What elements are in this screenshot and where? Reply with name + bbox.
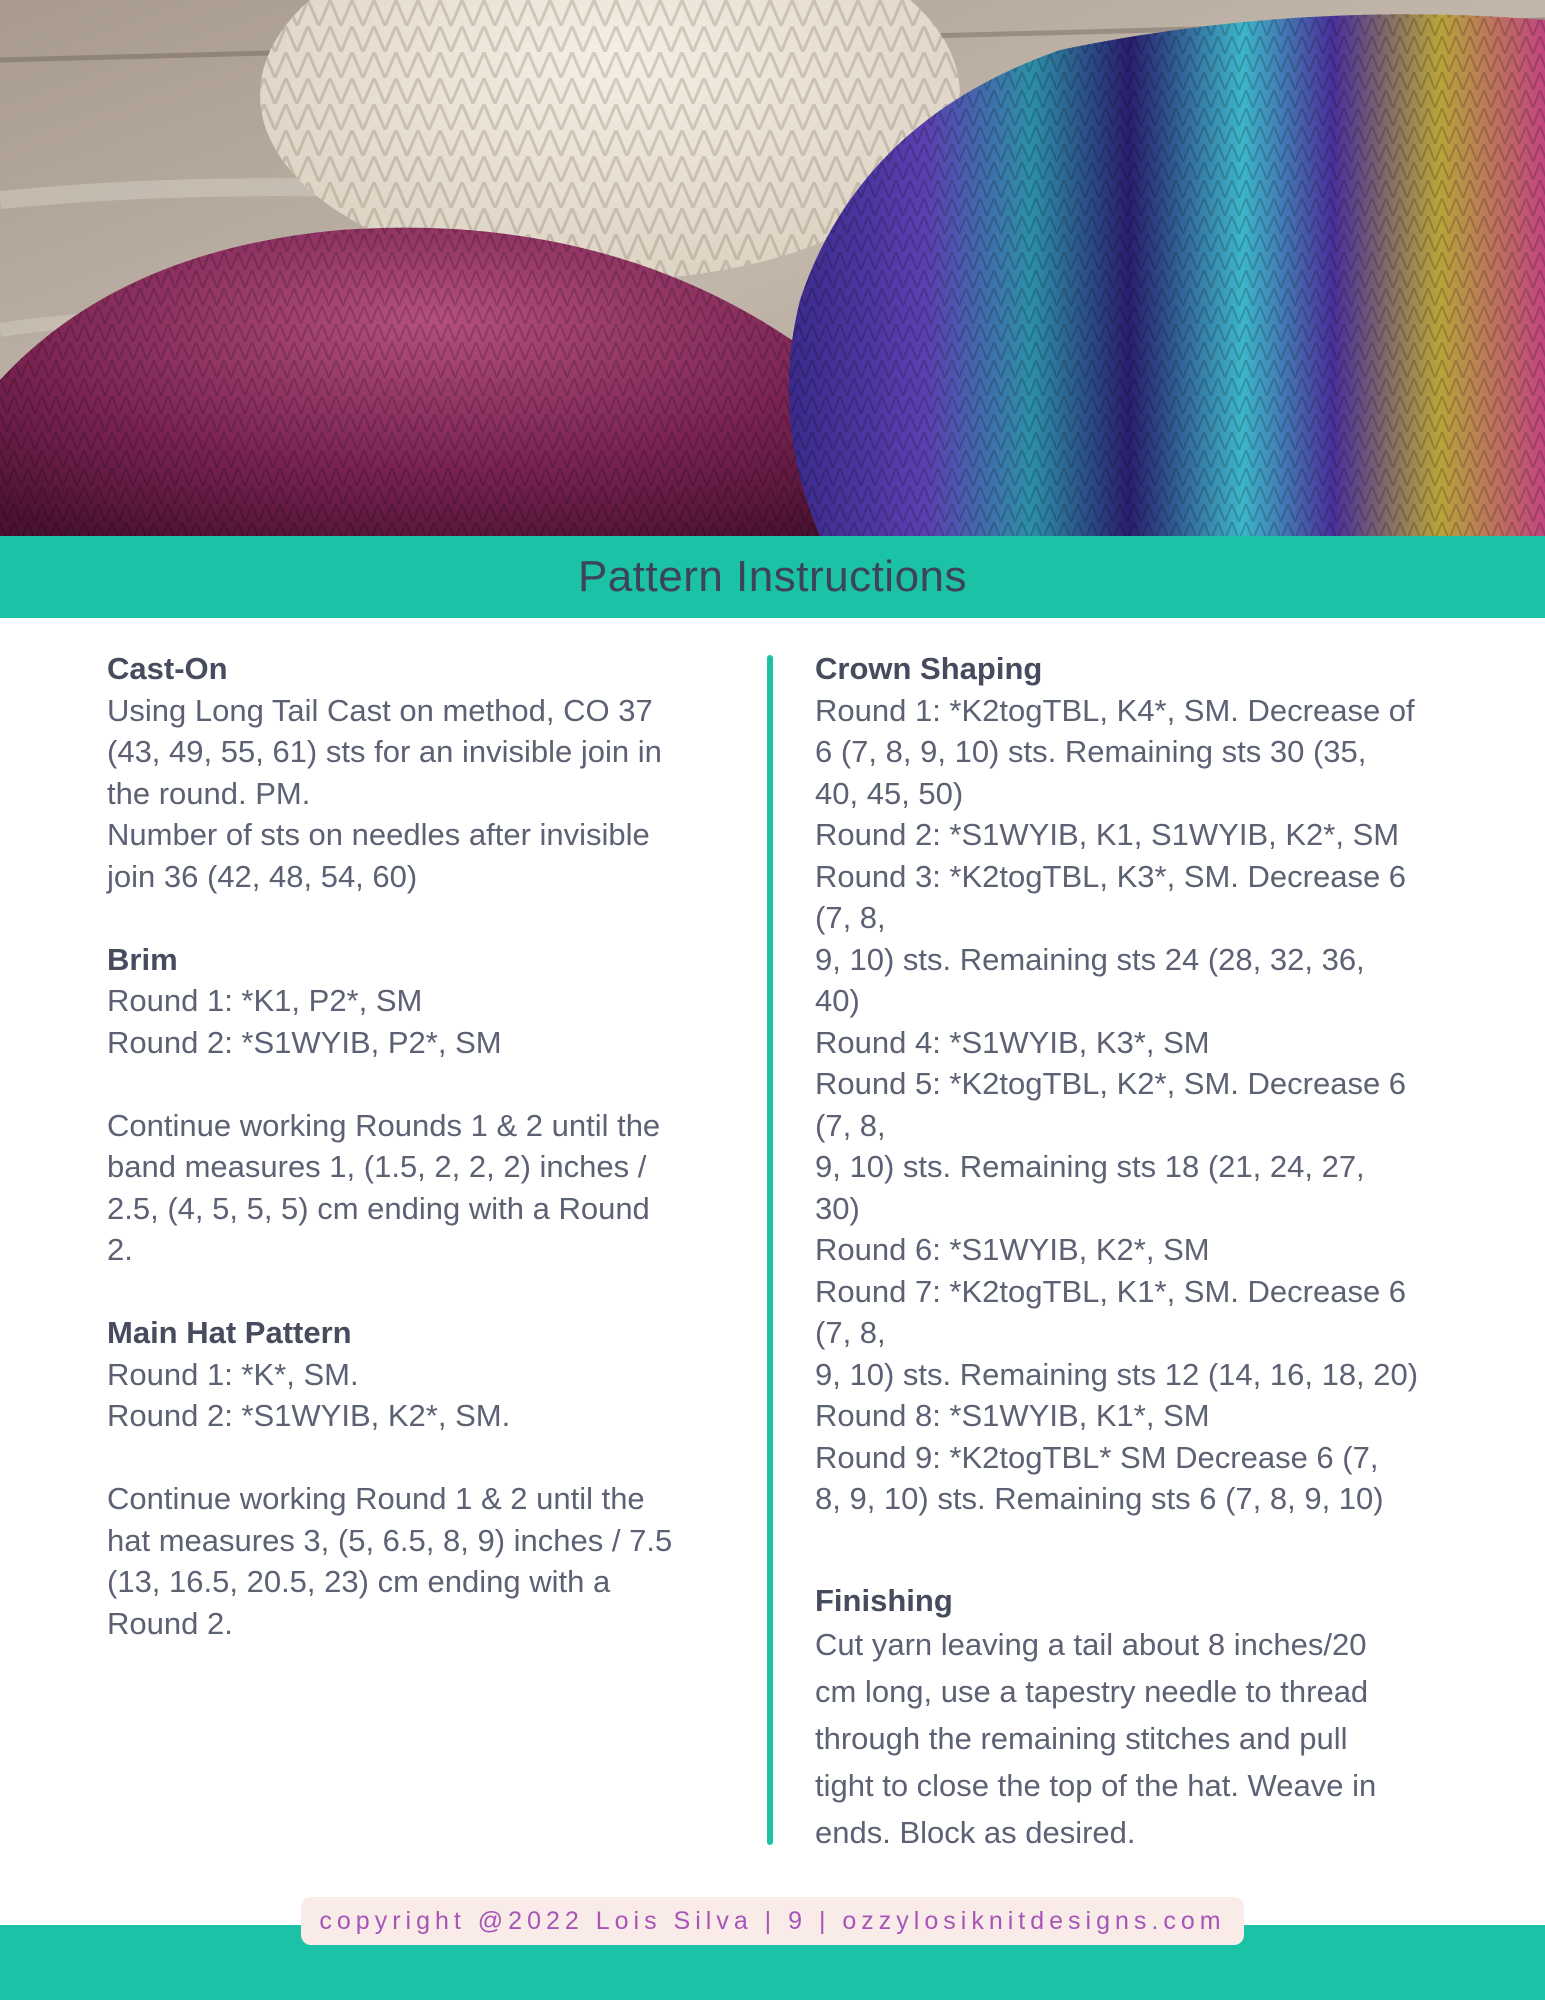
finishing-heading: Finishing (815, 1582, 953, 1618)
main-hat-round: Round 2: *S1WYIB, K2*, SM. (107, 1398, 511, 1433)
crown-shaping-section (815, 648, 1435, 1520)
brim-continue-line: 2.5, (4, 5, 5, 5) cm ending with a Round (107, 1190, 650, 1226)
main-hat-continue-line: Round 2. (107, 1605, 233, 1641)
crown-line: 9, 10) sts. Remaining sts 24 (28, 32, 36, (815, 941, 1365, 977)
crown-line: Round 3: *K2togTBL, K3*, SM. Decrease 6 (815, 858, 1407, 894)
knitted-hats-illustration (0, 0, 1545, 536)
crown-line: 8, 9, 10) sts. Remaining sts 6 (7, 8, 9, 10) (815, 1481, 1384, 1516)
crown-line: 30) (815, 1190, 860, 1226)
cast-on-line: the round. PM. (107, 775, 311, 811)
finishing-line: ends. Block as desired. (815, 1815, 1136, 1850)
footer-text: copyright @2022 Lois Silva | 9 | ozzylosiknitdesigns.com (319, 1906, 1226, 1935)
main-hat-section (107, 1312, 727, 1644)
crown-line: (7, 8, (815, 1107, 886, 1143)
brim-continue-line: band measures 1, (1.5, 2, 2, 2) inches / (107, 1149, 647, 1184)
crown-line: 9, 10) sts. Remaining sts 12 (14, 16, 18, 20) (815, 1356, 1419, 1392)
crown-line: Round 9: *K2togTBL* SM Decrease 6 (7, (815, 1439, 1379, 1475)
crown-line: Round 4: *S1WYIB, K3*, SM (815, 1024, 1210, 1060)
brim-round: Round 1: *K1, P2*, SM (107, 983, 423, 1018)
header-photo (0, 0, 1545, 536)
cast-on-heading: Cast-On (107, 651, 228, 686)
finishing-line: Cut yarn leaving a tail about 8 inches/20 (815, 1627, 1367, 1662)
finishing-section (815, 1580, 1435, 1857)
brim-continue-line: Continue working Rounds 1 & 2 until the (107, 1107, 661, 1143)
title-banner (0, 536, 1545, 618)
main-hat-continue-line: hat measures 3, (5, 6.5, 8, 9) inches / 7.5 (107, 1522, 673, 1558)
crown-line: 9, 10) sts. Remaining sts 18 (21, 24, 27, (815, 1149, 1365, 1184)
crown-line: (7, 8, (815, 1315, 886, 1350)
brim-continue-line: 2. (107, 1232, 133, 1267)
left-column (107, 648, 727, 1644)
finishing-line: tight to close the top of the hat. Weave in (815, 1768, 1377, 1803)
cast-on-section (107, 648, 727, 897)
finishing-line: through the remaining stitches and pull (815, 1721, 1348, 1756)
crown-line: Round 7: *K2togTBL, K1*, SM. Decrease 6 (815, 1273, 1407, 1309)
brim-heading: Brim (107, 941, 178, 977)
brim-round: Round 2: *S1WYIB, P2*, SM (107, 1024, 502, 1060)
brim-section (107, 939, 727, 1271)
crown-line: Round 8: *S1WYIB, K1*, SM (815, 1398, 1210, 1433)
crown-line: Round 6: *S1WYIB, K2*, SM (815, 1232, 1210, 1267)
main-hat-continue-line: (13, 16.5, 20.5, 23) cm ending with a (107, 1564, 611, 1599)
crown-line: (7, 8, (815, 900, 886, 935)
column-divider (767, 655, 773, 1845)
crown-line: Round 5: *K2togTBL, K2*, SM. Decrease 6 (815, 1066, 1407, 1101)
right-column (815, 648, 1435, 1856)
main-hat-continue-line: Continue working Round 1 & 2 until the (107, 1481, 645, 1516)
main-hat-heading: Main Hat Pattern (107, 1315, 352, 1350)
footer-copyright (301, 1897, 1244, 1945)
crown-line: Round 2: *S1WYIB, K1, S1WYIB, K2*, SM (815, 817, 1400, 852)
cast-on-line: join 36 (42, 48, 54, 60) (107, 858, 418, 894)
page-title: Pattern Instructions (577, 552, 968, 601)
crown-line: Round 1: *K2togTBL, K4*, SM. Decrease of (815, 692, 1415, 728)
cast-on-line: (43, 49, 55, 61) sts for an invisible join in (107, 734, 662, 769)
main-hat-round: Round 1: *K*, SM. (107, 1356, 359, 1392)
crown-shaping-heading: Crown Shaping (815, 651, 1043, 686)
crown-line: 40, 45, 50) (815, 775, 964, 811)
finishing-line: cm long, use a tapestry needle to thread (815, 1674, 1369, 1709)
cast-on-line: Using Long Tail Cast on method, CO 37 (107, 692, 653, 728)
crown-line: 40) (815, 983, 860, 1018)
cast-on-line: Number of sts on needles after invisible (107, 817, 650, 852)
crown-line: 6 (7, 8, 9, 10) sts. Remaining sts 30 (35, (815, 734, 1367, 769)
